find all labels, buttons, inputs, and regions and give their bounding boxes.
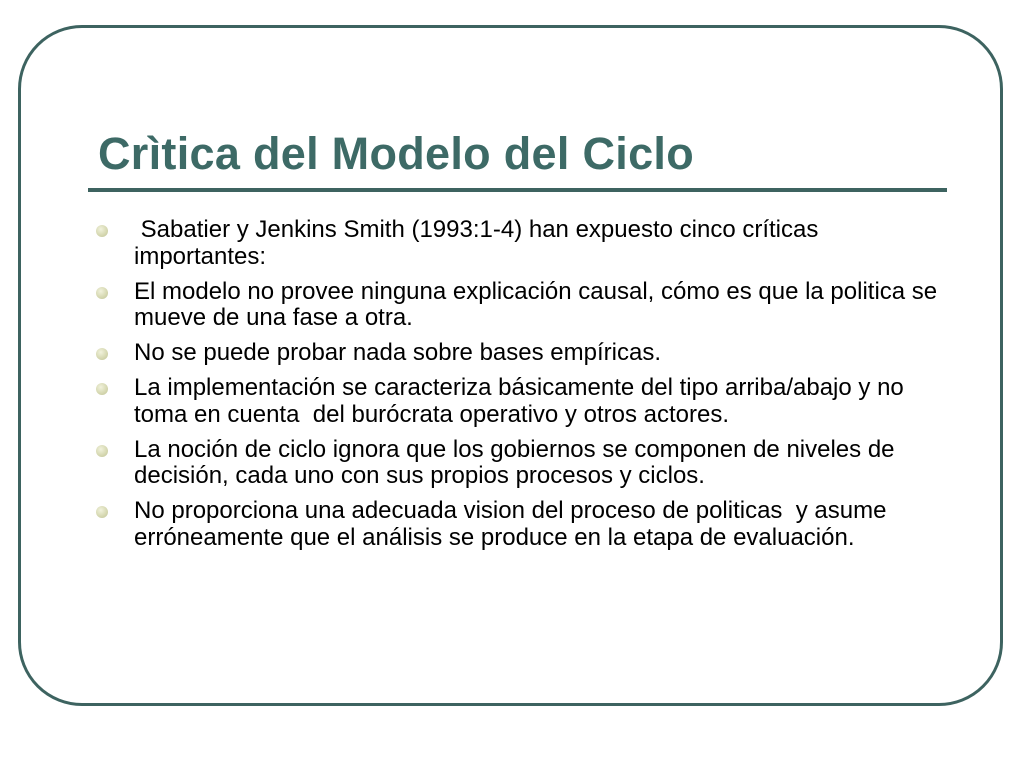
bullet-text: No proporciona una adecuada vision del proceso de politicas y asume erróneamente que el análisis se produce en la etapa de evaluación. bbox=[134, 497, 894, 551]
bullet-icon bbox=[96, 383, 108, 395]
bullet-icon bbox=[96, 225, 108, 237]
bullet-icon bbox=[96, 445, 108, 457]
bullet-item bbox=[96, 217, 956, 270]
slide-title: Crìtica del Modelo del Ciclo bbox=[98, 128, 694, 179]
bullet-list bbox=[96, 217, 956, 560]
bullet-icon bbox=[96, 506, 108, 518]
bullet-item bbox=[96, 437, 956, 490]
bullet-item bbox=[96, 279, 956, 332]
bullet-item bbox=[96, 340, 956, 367]
bullet-text: La implementación se caracteriza básicamente del tipo arriba/abajo y no toma en cuenta del burócrata operativo y otros actores. bbox=[134, 374, 911, 428]
bullet-icon bbox=[96, 348, 108, 360]
bullet-text: Sabatier y Jenkins Smith (1993:1-4) han expuesto cinco críticas importantes: bbox=[134, 216, 826, 270]
bullet-icon bbox=[96, 287, 108, 299]
bullet-text: La noción de ciclo ignora que los gobiernos se componen de niveles de decisión, cada uno con sus propios procesos y ciclos. bbox=[134, 435, 895, 489]
bullet-text: El modelo no provee ninguna explicación causal, cómo es que la politica se mueve de una fase a otra. bbox=[134, 277, 938, 331]
bullet-item bbox=[96, 498, 956, 551]
bullet-item bbox=[96, 375, 956, 428]
bullet-text: No se puede probar nada sobre bases empíricas. bbox=[134, 339, 661, 366]
title-underline bbox=[88, 188, 947, 192]
